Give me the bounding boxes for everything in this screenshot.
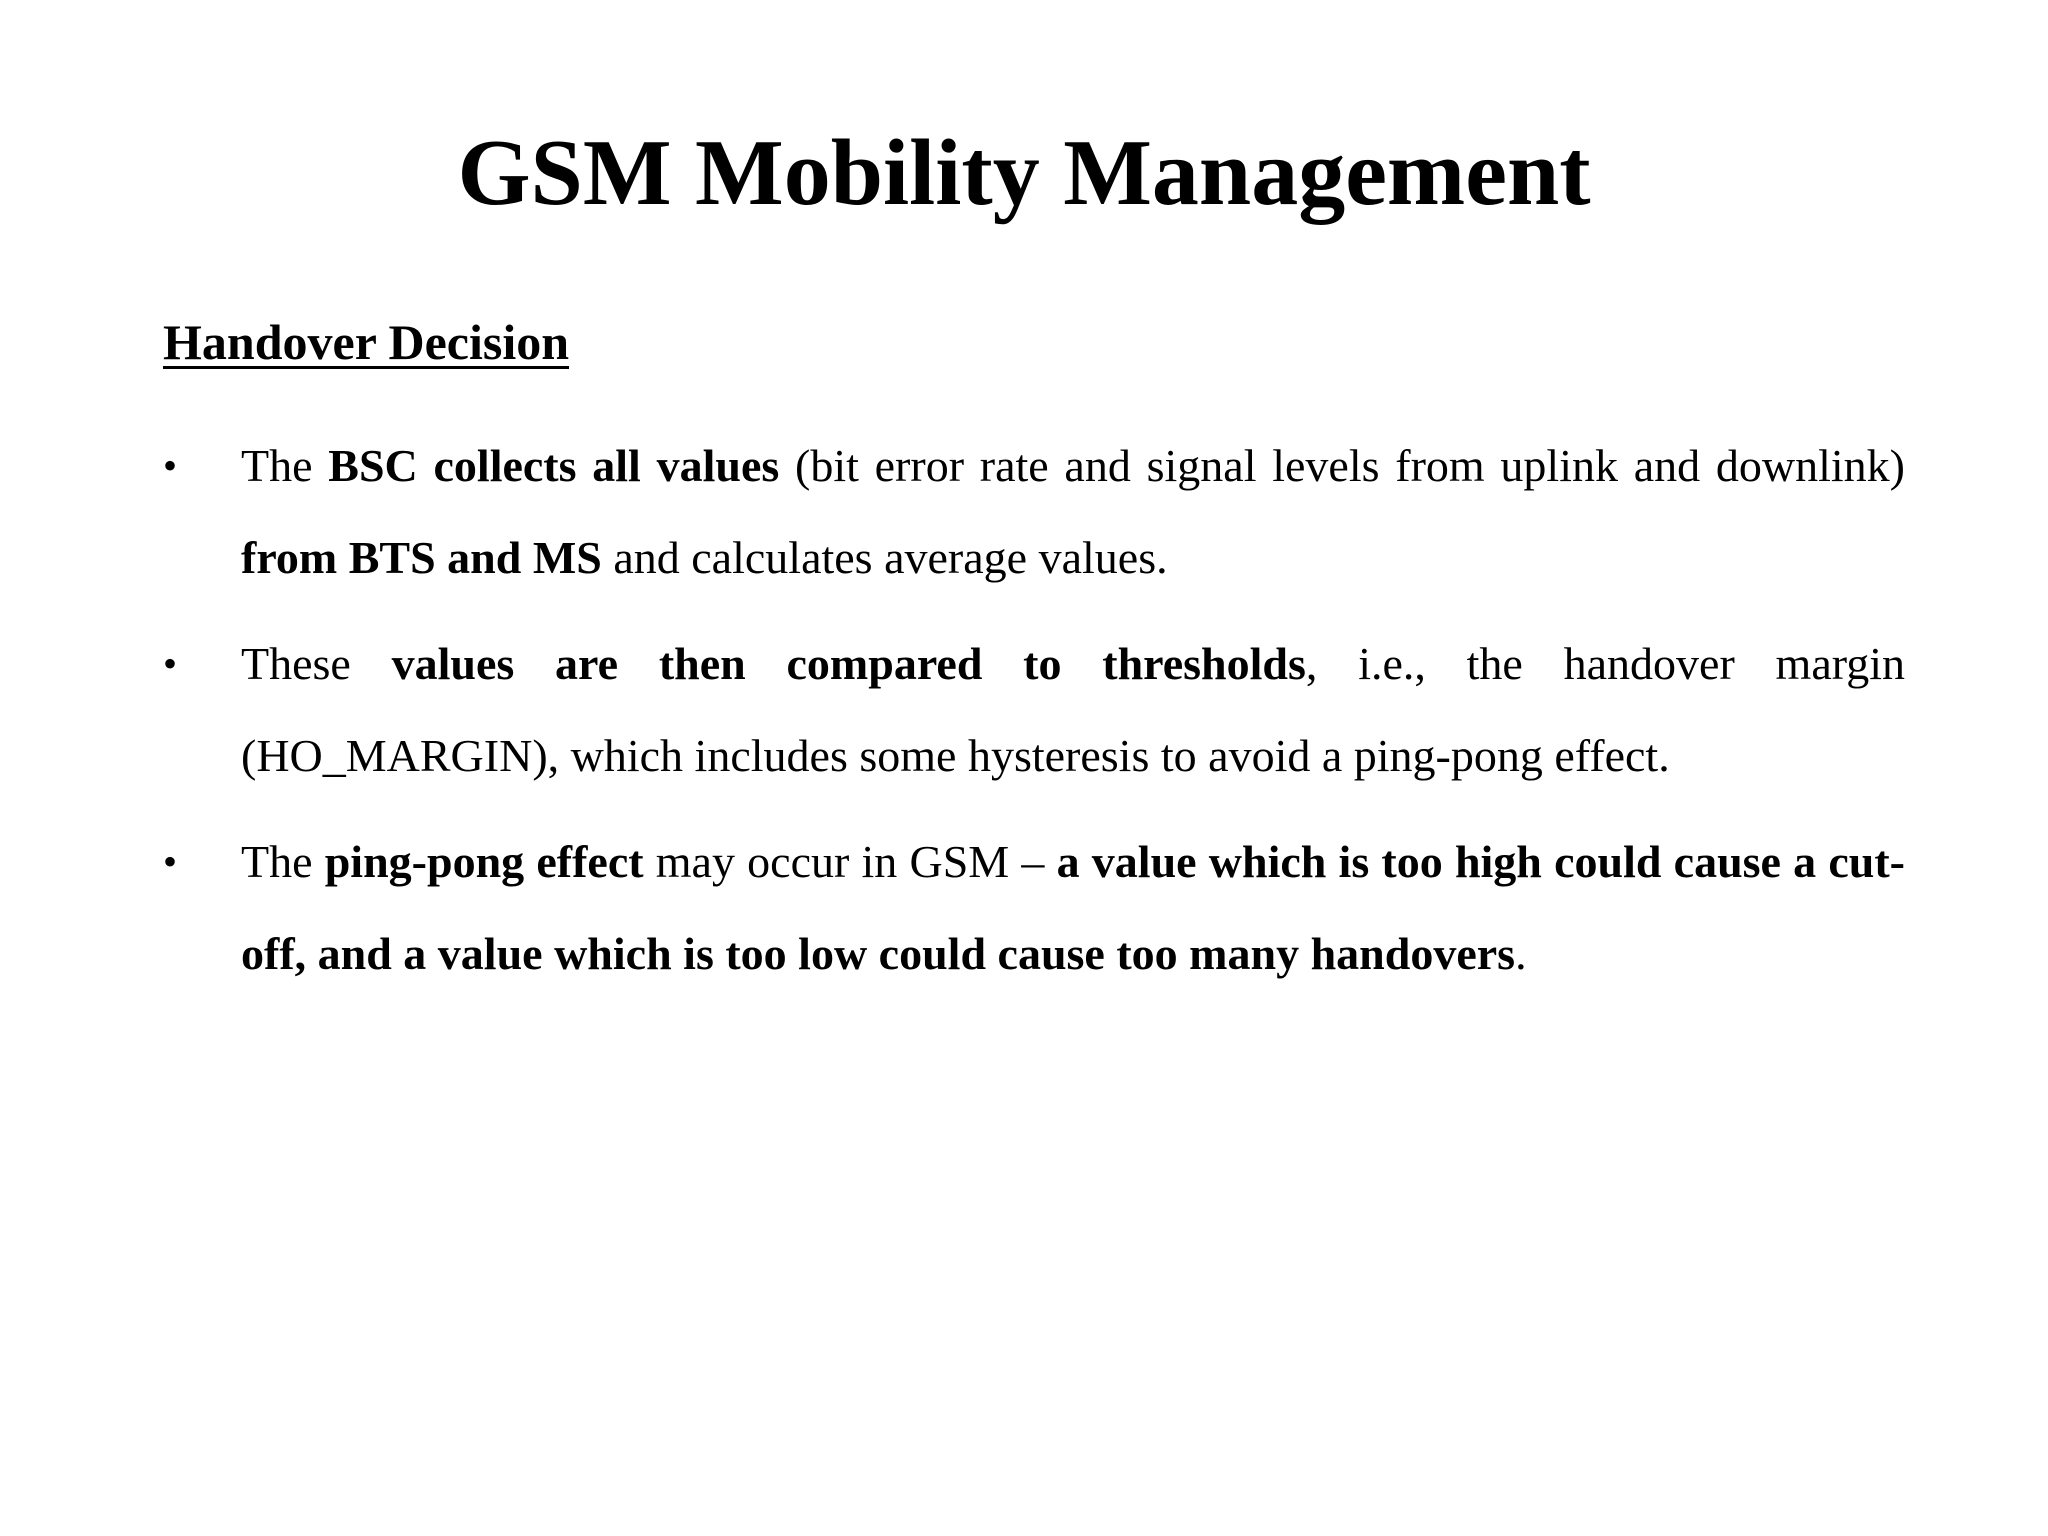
bullet-text-bold: BSC collects all values [328, 440, 780, 491]
bullet-marker: • [163, 641, 178, 686]
bullet-marker: • [163, 839, 178, 884]
bullet-marker: • [163, 443, 178, 488]
bullet-list [163, 420, 1905, 1014]
bullet-text-segment: . [1515, 928, 1527, 979]
bullet-text-bold: from BTS and MS [241, 532, 602, 583]
bullet-text-segment: The [241, 440, 329, 491]
bullet-text-bold: ping-pong effect [324, 836, 644, 887]
bullet-text-segment: and calculates average values. [601, 532, 1168, 583]
bullet-text-bold: values are then compared to thresholds [391, 638, 1306, 689]
bullet-text-bold: a value which is too high could cause a cut-off, and a value which is too low could cause too many handovers [241, 836, 1906, 979]
slide-title: GSM Mobility Management [457, 121, 1591, 225]
bullet-item-1 [163, 420, 1905, 604]
bullet-text-segment: may occur in GSM – [643, 836, 1057, 887]
bullet-text-segment: These [241, 638, 392, 689]
bullet-text-segment: (bit error rate and signal levels from uplink and downlink) [779, 440, 1905, 491]
section-heading: Handover Decision [163, 314, 570, 370]
bullet-text-segment: , i.e., the handover margin (HO_MARGIN), which includes some hysteresis to avoid a ping-pong effect. [241, 638, 1906, 781]
bullet-item-3 [163, 816, 1905, 1000]
bullet-text-segment: The [241, 836, 325, 887]
bullet-item-2 [163, 618, 1905, 802]
